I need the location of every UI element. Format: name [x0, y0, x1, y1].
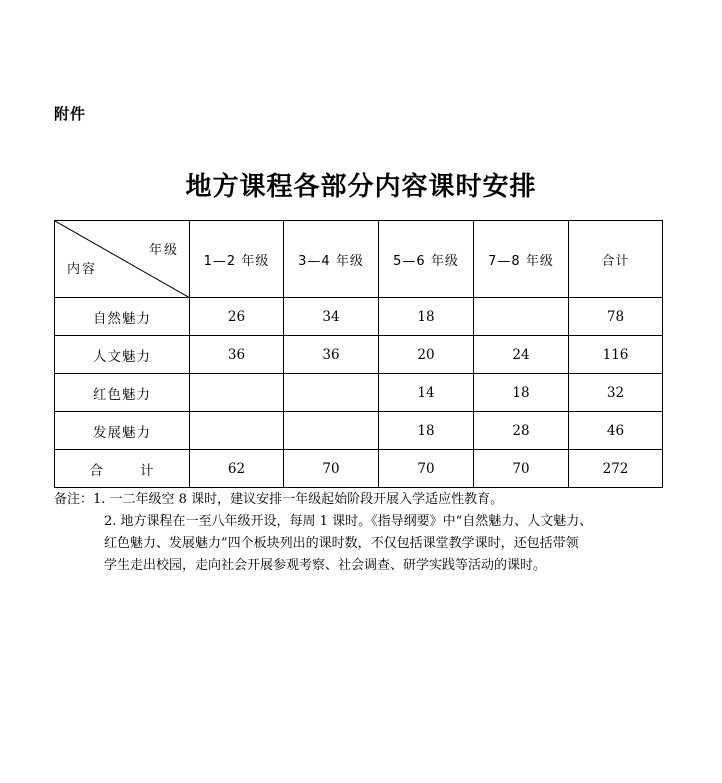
table-cell: 18: [474, 374, 569, 412]
note-line-2: 2. 地方课程在一至八年级开设，每周 1 课时。《指导纲要》中“自然魅力、人文魅力、: [104, 514, 593, 529]
table-cell: 32: [569, 374, 663, 412]
table-cell: 46: [569, 412, 663, 450]
total-cell: 62: [190, 450, 284, 488]
total-cell: 70: [474, 450, 569, 488]
total-cell: 70: [284, 450, 379, 488]
total-label: [55, 450, 190, 488]
corner-content-label: 内容: [67, 262, 98, 277]
table-cell: 18: [379, 298, 474, 336]
document-title: 地方课程各部分内容课时安排: [185, 172, 537, 202]
table-cell: [284, 374, 379, 412]
column-header: 合计: [569, 221, 663, 298]
corner-header-cell: [55, 221, 190, 298]
total-label-right: 计: [140, 462, 155, 479]
notes-section: [54, 489, 666, 577]
table-cell: [284, 412, 379, 450]
total-cell: 272: [569, 450, 663, 488]
table-header-row: [55, 221, 663, 298]
table-cell: 20: [379, 336, 474, 374]
notes-prefix: 备注：: [54, 492, 94, 507]
table-cell: 78: [569, 298, 663, 336]
table-cell: [474, 298, 569, 336]
table-cell: 26: [190, 298, 284, 336]
total-label-left: 合: [89, 462, 104, 479]
table-total-row: [55, 450, 663, 488]
note-line-3: 红色魅力、发展魅力”四个板块列出的课时数，不仅包括课堂教学课时，还包括带领: [104, 536, 579, 551]
table-row: [55, 412, 663, 450]
row-label: 发展魅力: [55, 412, 190, 450]
table-row: [55, 298, 663, 336]
total-cell: 70: [379, 450, 474, 488]
table-cell: 116: [569, 336, 663, 374]
attachment-label: 附件: [54, 105, 87, 123]
row-label: 自然魅力: [55, 298, 190, 336]
column-header: 5—6 年级: [379, 221, 474, 298]
table-cell: 28: [474, 412, 569, 450]
column-header: 3—4 年级: [284, 221, 379, 298]
table-cell: 36: [190, 336, 284, 374]
row-label: 人文魅力: [55, 336, 190, 374]
table-cell: 14: [379, 374, 474, 412]
table-cell: [190, 374, 284, 412]
note-1-text: 1. 一二年级空 8 课时，建议安排一年级起始阶段开展入学适应性教育。: [93, 492, 504, 507]
table-cell: 36: [284, 336, 379, 374]
table-cell: [190, 412, 284, 450]
table-cell: 18: [379, 412, 474, 450]
table-cell: 34: [284, 298, 379, 336]
note-line-4: 学生走出校园，走向社会开展参观考察、社会调查、研学实践等活动的课时。: [104, 558, 547, 573]
column-header: 7—8 年级: [474, 221, 569, 298]
table-cell: 24: [474, 336, 569, 374]
schedule-table: [54, 220, 663, 488]
table-row: [55, 374, 663, 412]
corner-grade-label: 年级: [148, 243, 179, 258]
row-label: 红色魅力: [55, 374, 190, 412]
table-row: [55, 336, 663, 374]
column-header: 1—2 年级: [190, 221, 284, 298]
note-line-1: [54, 489, 666, 511]
